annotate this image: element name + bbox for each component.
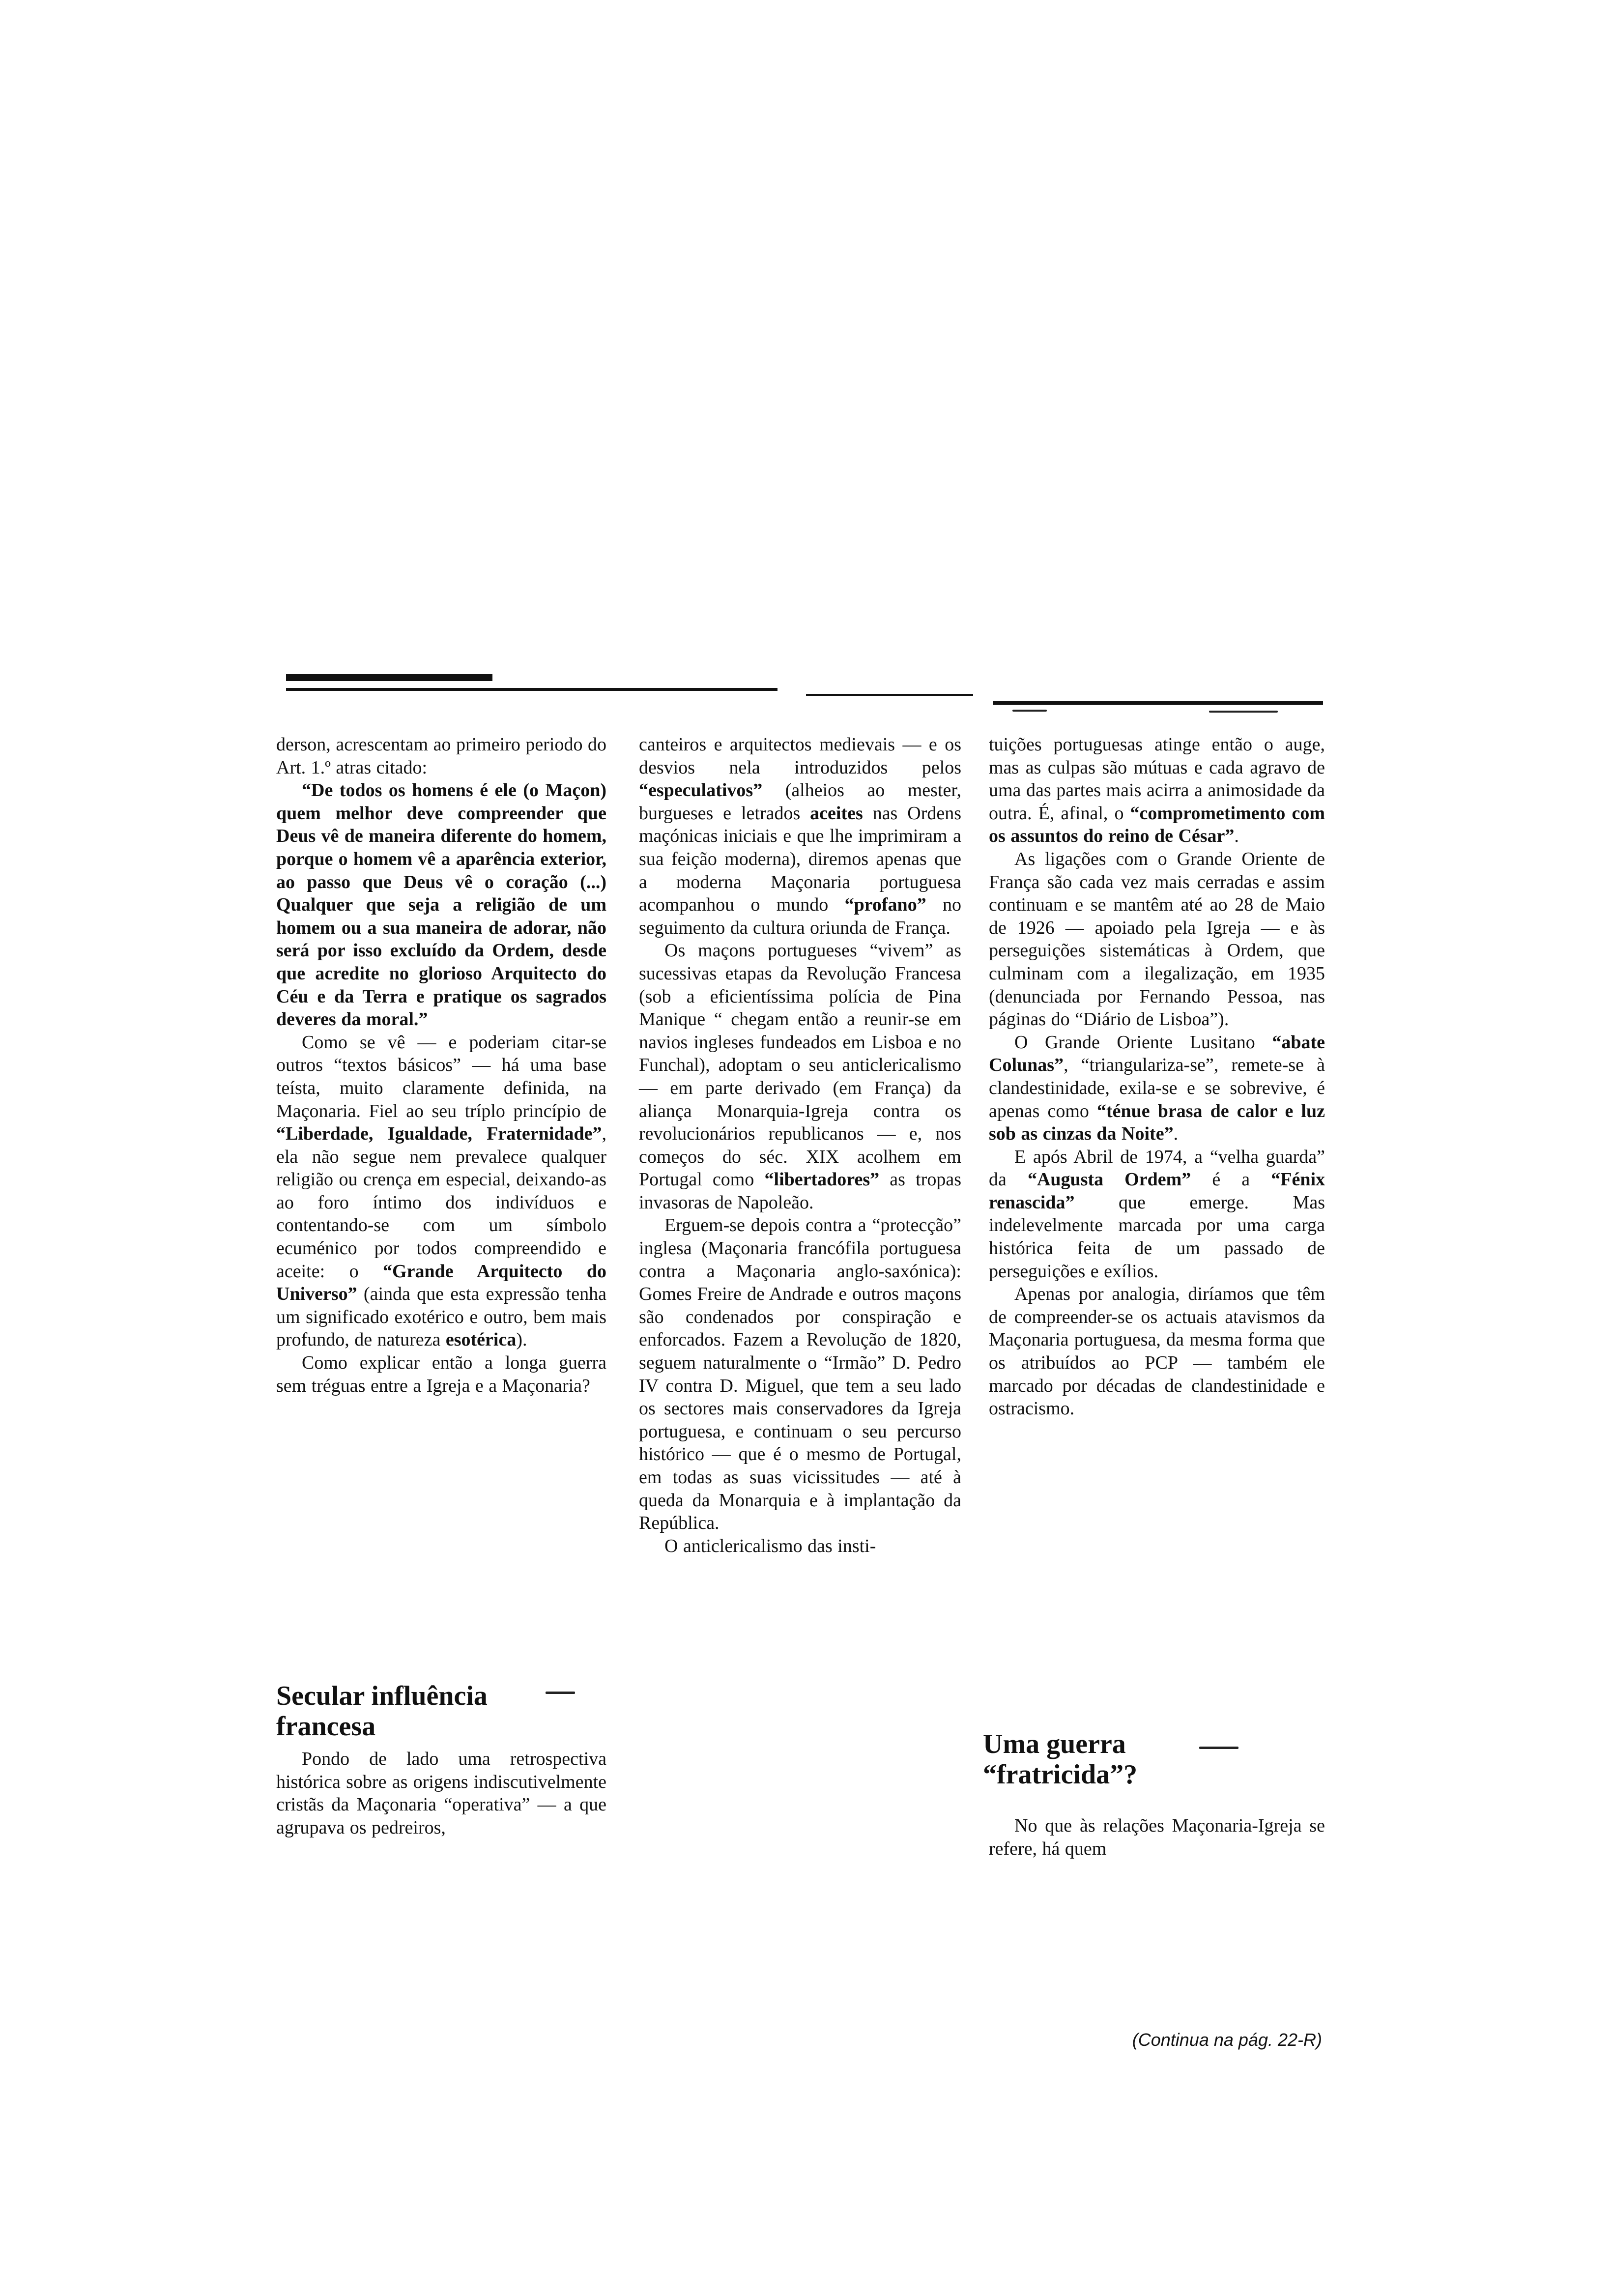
text-run: no seguimento da cultura oriunda de França. bbox=[639, 894, 961, 938]
paragraph bbox=[989, 733, 1325, 848]
paragraph bbox=[639, 939, 961, 1214]
bold-run: esotérica bbox=[445, 1329, 517, 1350]
scan-speck bbox=[1012, 710, 1047, 712]
quote-text: “De todos os homens é ele (o Maçon) quem melhor deve compreender que Deus vê de maneira diferente do homem, porque o homem vê a aparência exterior, ao passo que Deus vê o coração (...) Qualquer que seja a religião de um homem ou a sua maneira de adorar, não será por isso excluído da Ordem, desde que acredite no glorioso Arquitecto do Céu e da Terra e pratique os sagrados deveres da moral.” bbox=[276, 780, 606, 1030]
quote-paragraph bbox=[276, 779, 606, 1031]
paragraph: Apenas por analogia, diríamos que têm de compreender-se os actuais atavismos da Maçonaria portuguesa, da mesma forma que os atribuídos ao PCP — também ele marcado por décadas de clandestinidade e ostracismo. bbox=[989, 1284, 1325, 1419]
bold-run: “Fénix renascida” bbox=[989, 1169, 1325, 1213]
top-rule-right bbox=[993, 701, 1323, 705]
scan-speck bbox=[546, 1692, 575, 1694]
text-run: Como se vê — e poderiam citar-se outros “textos básicos” — há uma base teísta, muito claramente definida, na Maçonaria. Fiel ao seu tríplo princípio de bbox=[276, 1032, 606, 1121]
bold-run: “Grande Arquitecto do Universo” bbox=[276, 1261, 606, 1305]
article-column-2 bbox=[639, 733, 961, 1557]
bold-run: “libertadores” bbox=[764, 1169, 880, 1190]
article-column-3 bbox=[989, 733, 1325, 1420]
text-run: . bbox=[1234, 826, 1239, 847]
text-run: ). bbox=[516, 1329, 527, 1350]
paragraph bbox=[639, 733, 961, 939]
paragraph: Pondo de lado uma retrospectiva histórica sobre as origens indiscutivelmente cristãs da Maçonaria “operativa” — a que agrupava os pedreiros, bbox=[276, 1749, 606, 1838]
bold-run: “abate Colunas” bbox=[989, 1032, 1325, 1076]
text-run: , “triangulariza-se”, remete-se à clandestinidade, exila-se e se sobrevive, é apenas como bbox=[989, 1055, 1325, 1121]
paragraph bbox=[989, 1146, 1325, 1283]
top-rule-left bbox=[286, 688, 777, 691]
bold-run: “ténue brasa de calor e luz sob as cinzas da Noite” bbox=[989, 1100, 1325, 1145]
scan-speck bbox=[1199, 1747, 1238, 1749]
text-run: E após Abril de 1974, a “velha guarda” da bbox=[989, 1146, 1325, 1190]
text-run: Os maçons portugueses “vivem” as sucessivas etapas da Revolução Francesa (sob a eficientíssima polícia de Pina Manique “ chegam então a reunir-se em navios ingleses fundeados em Lisboa e no Funchal), adoptam o seu anticlericalismo — em parte derivado (em França) da aliança Monarquia-Igreja contra os revolucionários republicanos — e, nos começos do séc. XIX acolhem em Portugal como bbox=[639, 940, 961, 1190]
bold-run: aceites bbox=[810, 803, 863, 824]
paragraph: Como explicar então a longa guerra sem tréguas entre a Igreja e a Maçonaria? bbox=[276, 1352, 606, 1396]
paragraph: O anticlericalismo das insti- bbox=[664, 1535, 876, 1556]
text-run: O Grande Oriente Lusitano bbox=[1014, 1032, 1272, 1053]
bold-run: “Augusta Ordem” bbox=[1027, 1169, 1191, 1190]
scan-speck bbox=[1209, 711, 1278, 713]
text-run: é a bbox=[1191, 1169, 1271, 1190]
text-run: as tropas invasoras de Napoleão. bbox=[639, 1169, 961, 1213]
text-run: que emerge. Mas indelevelmente marcada por uma carga histórica feita de um passado de perseguições e exílios. bbox=[989, 1192, 1325, 1282]
bold-run: “especulativos” bbox=[639, 780, 763, 801]
article-column-3-continued bbox=[989, 1814, 1325, 1860]
paragraph: Erguem-se depois contra a “protecção” inglesa (Maçonaria francófila portuguesa contra a Maçonaria anglo-saxónica): Gomes Freire de Andrade e outros maçons são condenados por conspiração e enforcados. Fazem a Revolução de 1820, seguem naturalmente o “Irmão” D. Pedro IV contra D. Miguel, que tem a seu lado os sectores mais conservadores da Igreja portuguesa, e continuam o seu percurso histórico — que é o mesmo de Portugal, em todas as suas vicissitudes — até à queda da Monarquia e à implantação da República. bbox=[639, 1215, 961, 1534]
section-subheading: Secular influência francesa bbox=[276, 1681, 488, 1742]
text-run: canteiros e arquitectos medievais — e os desvios nela introduzidos pelos bbox=[639, 734, 961, 778]
top-rule-mid bbox=[806, 694, 973, 696]
paragraph: No que às relações Maçonaria-Igreja se refere, há quem bbox=[989, 1815, 1325, 1859]
paragraph bbox=[276, 1031, 606, 1351]
text-run: . bbox=[1173, 1123, 1179, 1145]
article-column-1-continued bbox=[276, 1748, 606, 1839]
text-run: (alheios ao mester, burgueses e letrados bbox=[639, 780, 961, 824]
paragraph: As ligações com o Grande Oriente de França são cada vez mais cerradas e assim continuam e se mantêm até ao 28 de Maio de 1926 — apoiado pela Igreja — e às perseguições sistemáticas à Ordem, que culminam com a ilegalização, em 1935 (denunciada por Fernando Pessoa, nas páginas do “Diário de Lisboa”). bbox=[989, 848, 1325, 1030]
text-run: nas Ordens maçónicas iniciais e que lhe imprimiram a sua feição moderna), diremos apenas que a moderna Maçonaria portuguesa acompanhou o mundo bbox=[639, 803, 962, 916]
text-run: , ela não segue nem prevalece qualquer religião ou crença em especial, deixando-as ao foro íntimo dos indivíduos e contentando-se com um símbolo ecuménico por todos compreendido e aceite: o bbox=[276, 1123, 606, 1282]
paragraph: derson, acrescentam ao primeiro periodo do Art. 1.º atras citado: bbox=[276, 734, 606, 778]
bold-run: “comprometimento com os assuntos do reino de César” bbox=[989, 803, 1325, 847]
top-rule-thick bbox=[286, 674, 492, 681]
bold-run: “profano” bbox=[844, 894, 926, 916]
article-column-1 bbox=[276, 733, 606, 1397]
text-run: tuições portuguesas atinge então o auge, mas as culpas são mútuas e cada agravo de uma das partes mais acirra a animosidade da outra. É, afinal, o bbox=[989, 734, 1325, 824]
text-run: (ainda que esta expressão tenha um significado exotérico e outro, bem mais profundo, de natureza bbox=[276, 1284, 606, 1350]
bold-run: “Liberdade, Igualdade, Fraternidade” bbox=[276, 1123, 602, 1145]
continuation-note: (Continua na pág. 22-R) bbox=[1132, 2030, 1322, 2050]
section-subheading: Uma guerra “fratricida”? bbox=[983, 1729, 1138, 1790]
paragraph bbox=[989, 1031, 1325, 1146]
